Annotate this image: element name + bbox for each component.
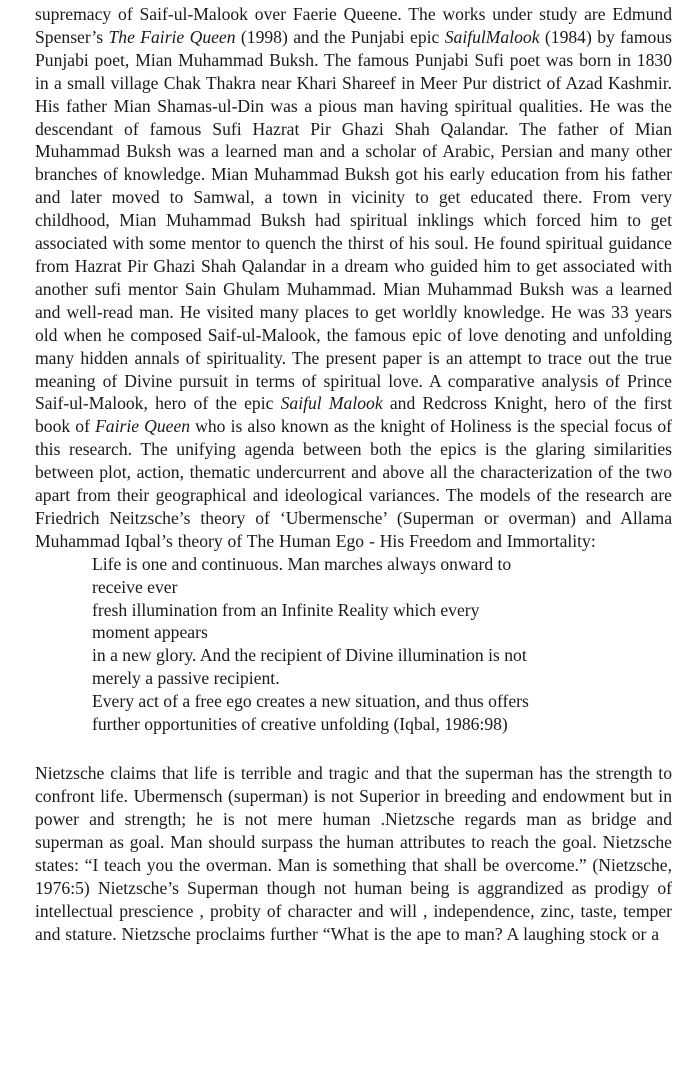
title-saifulmalook: SaifulMalook	[444, 26, 540, 47]
paragraph-spacer	[35, 736, 672, 762]
block-quote-iqbal	[92, 553, 604, 736]
quote-line: moment appears	[92, 622, 208, 643]
quote-line: Life is one and continuous. Man marches always onward to	[92, 553, 512, 574]
para1-seg-6: and Redcross Knight, hero of the first book of	[35, 393, 672, 437]
title-saiful-malook: Saiful Malook	[280, 393, 383, 414]
paragraph-nietzsche: Nietzsche claims that life is terrible and tragic and that the superman has the strength to confront life. Ubermensch (superman) is not Superior in breeding and endowment but in power and strength; he is not mere human .Nietzsche regards man as bridge and superman as goal. Man should surpass the human attributes to reach the goal. Nietzsche states: “I teach you the overman. Man is something that shall be overcome.” (Nietzsche, 1976:5) Nietzsche’s Superman though not human being is aggrandized as prodigy of intellectual prescience , probity of character and will , independence, zinc, taste, temper and stature. Nietzsche proclaims further “What is the ape to man? A laughing stock or a	[35, 763, 672, 944]
quote-line: merely a passive recipient.	[92, 668, 280, 689]
para1-seg-8: who is also known as the knight of Holiness is the special focus of this research. The unifying agenda between both the epics is the glaring similarities between plot, action, thematic undercurrent and above all the characterization of the two apart from their geographical and ideological variances. The models of the research are Friedrich Neitzsche’s theory of ‘Ubermensche’ (Superman or overman) and Allama Muhammad Iqbal’s theory of The Human Ego - His Freedom and Immortality:	[35, 416, 672, 551]
para1-seg-0: supremacy of Saif-ul-Malook over Faerie Queene. The works under study are Edmund Spenser’s	[35, 4, 672, 47]
paragraph-intro	[35, 3, 672, 553]
quote-line: receive ever	[92, 576, 178, 597]
quote-line: Every act of a free ego creates a new situation, and thus offers	[92, 691, 529, 712]
quote-line: in a new glory. And the recipient of Divine illumination is not	[92, 645, 527, 666]
quote-line: further opportunities of creative unfolding (Iqbal, 1986:98)	[92, 714, 508, 735]
para1-seg-2: (1998) and the Punjabi epic	[235, 26, 445, 47]
title-fairie-queen: The Fairie Queen	[108, 26, 236, 47]
title-fairie-queen-2: Fairie Queen	[95, 416, 191, 437]
para1-seg-4: (1984) by famous Punjabi poet, Mian Muhammad Buksh. The famous Punjabi Sufi poet was born in 1830 in a small village Chak Thakra near Khari Shareef in Meer Pur district of Azad Kashmir. His father Mian Shamas-ul-Din was a pious man having spiritual qualities. He was the descendant of famous Sufi Hazrat Pir Ghazi Shah Qalandar. The father of Mian Muhammad Buksh was a learned man and a scholar of Arabic, Persian and many other branches of knowledge. Mian Muhammad Buksh got his early education from his father and later moved to Samwal, a town in vicinity to get educated there. From very childhood, Mian Muhammad Buksh had spiritual inklings which forced him to get associated with some mentor to quench the thirst of his soul. He found spiritual guidance from Hazrat Pir Ghazi Shah Qalandar in a dream who guided him to get associated with another sufi mentor Sain Ghulam Muhammad. Mian Muhammad Buksh was a learned and well-read man. He visited many places to get worldly knowledge. He was 33 years old when he composed Saif-ul-Malook, the famous epic of love denoting and unfolding many hidden annals of spirituality. The present paper is an attempt to trace out the true meaning of Divine pursuit in terms of spiritual love. A comparative analysis of Prince Saif-ul-Malook, hero of the epic	[35, 26, 672, 414]
quote-line: fresh illumination from an Infinite Reality which every	[92, 599, 480, 620]
